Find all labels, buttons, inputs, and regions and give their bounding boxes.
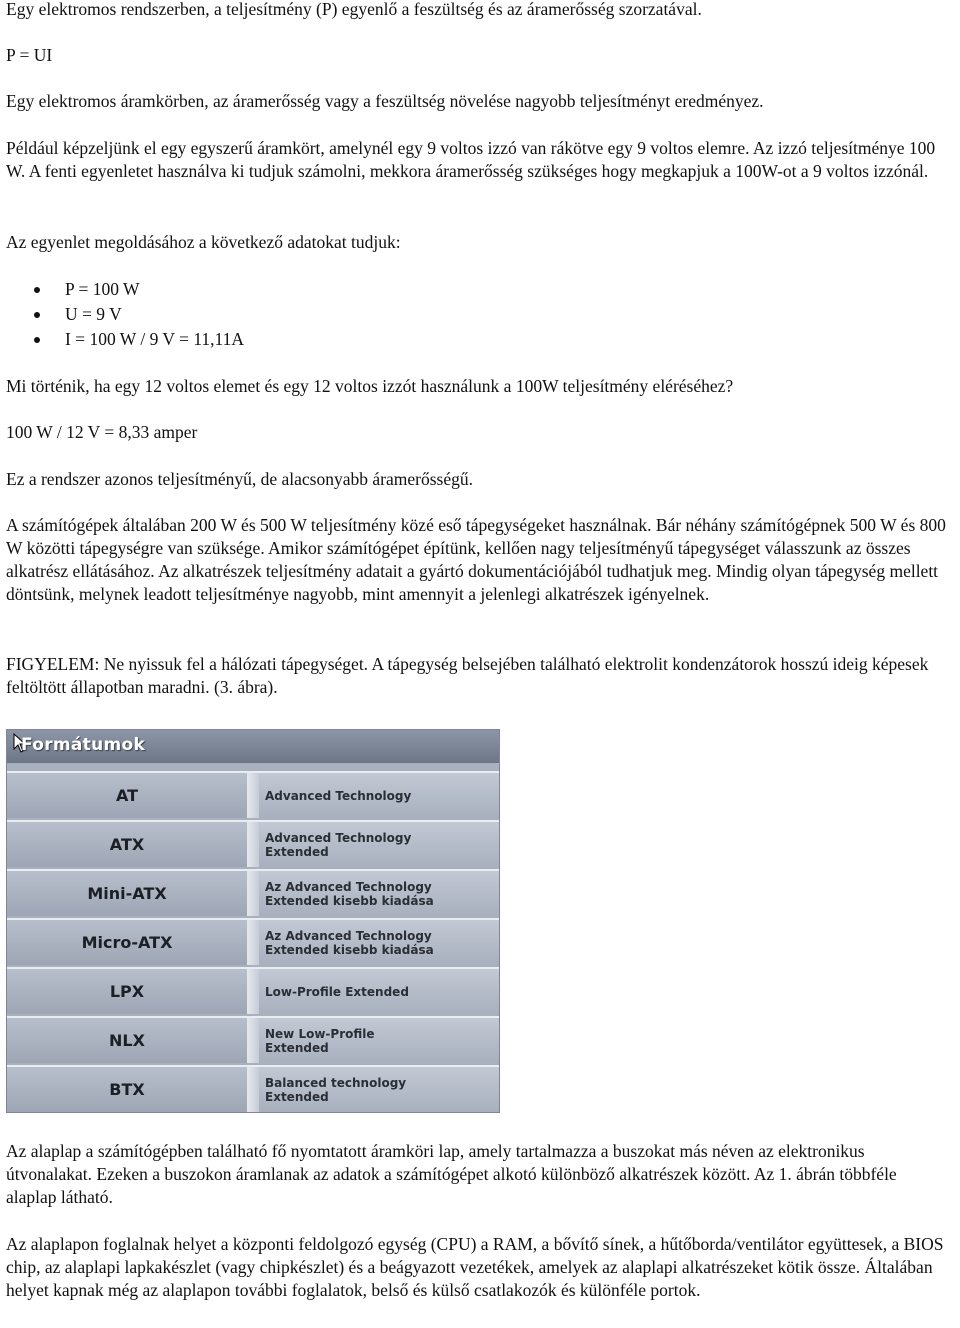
- paragraph-example: Például képzeljünk el egy egyszerű áramkört, amelynél egy 9 voltos izzó van rákötve egy 9 voltos elemre. Az izzó teljesítménye 100 W. A fenti egyenletet használva ki tudjuk számolni, mekkora áramerősség szükséges hogy megkapjuk a 100W-ot a 9 voltos izzónál.: [6, 138, 936, 181]
- paragraph-motherboard-intro: Az alaplap a számítógépben található fő nyomtatott áramköri lap, amely tartalmazza a buszokat más néven az elektronikus útvonalakat. Ezeken a buszokon áramlanak az adatok a számítógépet alkotó különböző alkatrészek között. Az 1. ábrán többféle alaplap látható.: [6, 1141, 897, 1207]
- form-factor-description: [259, 822, 499, 867]
- row-divider: [247, 1067, 259, 1112]
- paragraph-power-definition: Egy elektromos rendszerben, a teljesítmény (P) egyenlő a feszültség és az áramerősség szorzatával.: [6, 0, 702, 19]
- description-line: New Low-Profile: [265, 1026, 375, 1041]
- bullet-item: P = 100 W: [6, 277, 244, 302]
- description-line: Az Advanced Technology: [265, 879, 432, 894]
- form-factor-row: [7, 918, 499, 965]
- form-factor-description: [259, 871, 499, 916]
- description-line: Az Advanced Technology: [265, 928, 432, 943]
- paragraph-question: Mi történik, ha egy 12 voltos elemet és egy 12 voltos izzót használunk a 100W teljesítmény eléréséhez?: [6, 376, 734, 396]
- form-factor-row: [7, 967, 499, 1014]
- paragraph-calculation: 100 W / 12 V = 8,33 amper: [6, 422, 198, 442]
- form-factor-description: [259, 1067, 499, 1112]
- form-factor-description: [259, 1018, 499, 1063]
- form-factor-row: [7, 1016, 499, 1063]
- form-factor-row: [7, 771, 499, 818]
- form-factor-name: Micro-ATX: [7, 920, 247, 965]
- description-line: Extended kisebb kiadása: [265, 893, 434, 908]
- description-line: Balanced technology: [265, 1075, 407, 1090]
- form-factor-row: [7, 1065, 499, 1112]
- description-line: Advanced Technology: [265, 788, 412, 803]
- row-divider: [247, 871, 259, 916]
- row-divider: [247, 920, 259, 965]
- row-divider: [247, 1018, 259, 1063]
- form-factor-name: LPX: [7, 969, 247, 1014]
- form-factor-name: AT: [7, 773, 247, 818]
- description-line: Low-Profile Extended: [265, 984, 409, 999]
- row-divider: [247, 822, 259, 867]
- description-line: Extended: [265, 1040, 329, 1055]
- figure-header: [7, 730, 499, 763]
- form-factor-description: [259, 920, 499, 965]
- paragraph-warning: FIGYELEM: Ne nyissuk fel a hálózati tápegységet. A tápegység belsejében található elektrolit kondenzátorok hosszú ideig képesek feltöltött állapotban maradni. (3. ábra).: [6, 654, 929, 697]
- row-divider: [247, 773, 259, 818]
- form-factor-name: BTX: [7, 1067, 247, 1112]
- description-line: Extended: [265, 1089, 329, 1104]
- form-factor-row: [7, 869, 499, 916]
- form-factor-name: Mini-ATX: [7, 871, 247, 916]
- bullet-list: [6, 277, 244, 352]
- paragraph-known-data: Az egyenlet megoldásához a következő adatokat tudjuk:: [6, 232, 401, 252]
- form-factor-name: NLX: [7, 1018, 247, 1063]
- description-line: Advanced Technology: [265, 830, 412, 845]
- form-factor-row: [7, 820, 499, 867]
- bullet-item: U = 9 V: [6, 302, 244, 327]
- description-line: Extended: [265, 844, 329, 859]
- bullet-item: I = 100 W / 9 V = 11,11A: [6, 327, 244, 352]
- paragraph-conclusion: Ez a rendszer azonos teljesítményű, de alacsonyabb áramerősségű.: [6, 469, 473, 489]
- form-factor-name: ATX: [7, 822, 247, 867]
- form-factor-description: [259, 773, 499, 818]
- row-divider: [247, 969, 259, 1014]
- form-factor-description: [259, 969, 499, 1014]
- paragraph-formula: P = UI: [6, 45, 53, 65]
- form-factor-figure: [6, 729, 500, 1113]
- figure-title: Formátumok: [21, 735, 146, 755]
- description-line: Extended kisebb kiadása: [265, 942, 434, 957]
- paragraph-motherboard-components: Az alaplapon foglalnak helyet a központi feldolgozó egység (CPU) a RAM, a bővítő sínek, a hűtőborda/ventilátor együttesek, a BIOS chip, az alaplapi lapkakészlet (vagy chipkészlet) és a beágyazott vezetékek, amelyek az alaplapi alkatrészeket kötik össze. Általában helyet kapnak még az alaplapon további foglalatok, belső és külső csatlakozók és különféle portok.: [6, 1234, 944, 1300]
- paragraph-psu-wattage: A számítógépek általában 200 W és 500 W teljesítmény közé eső tápegységeket használnak. Bár néhány számítógépnek 500 W és 800 W közötti tápegységre van szüksége. Amikor számítógépet építünk, kellően nagy teljesítményű tápegységet válasszunk az összes alkatrész ellátásához. Az alkatrészek teljesítmény adatait a gyártó dokumentációjából tudhatjuk meg. Mindig olyan tápegység mellett döntsünk, melynek leadott teljesítménye nagyobb, mint amennyit a jelenlegi alkatrészek igényelnek.: [6, 515, 946, 604]
- paragraph-circuit-increase: Egy elektromos áramkörben, az áramerősség vagy a feszültség növelése nagyobb teljesítményt eredményez.: [6, 91, 764, 111]
